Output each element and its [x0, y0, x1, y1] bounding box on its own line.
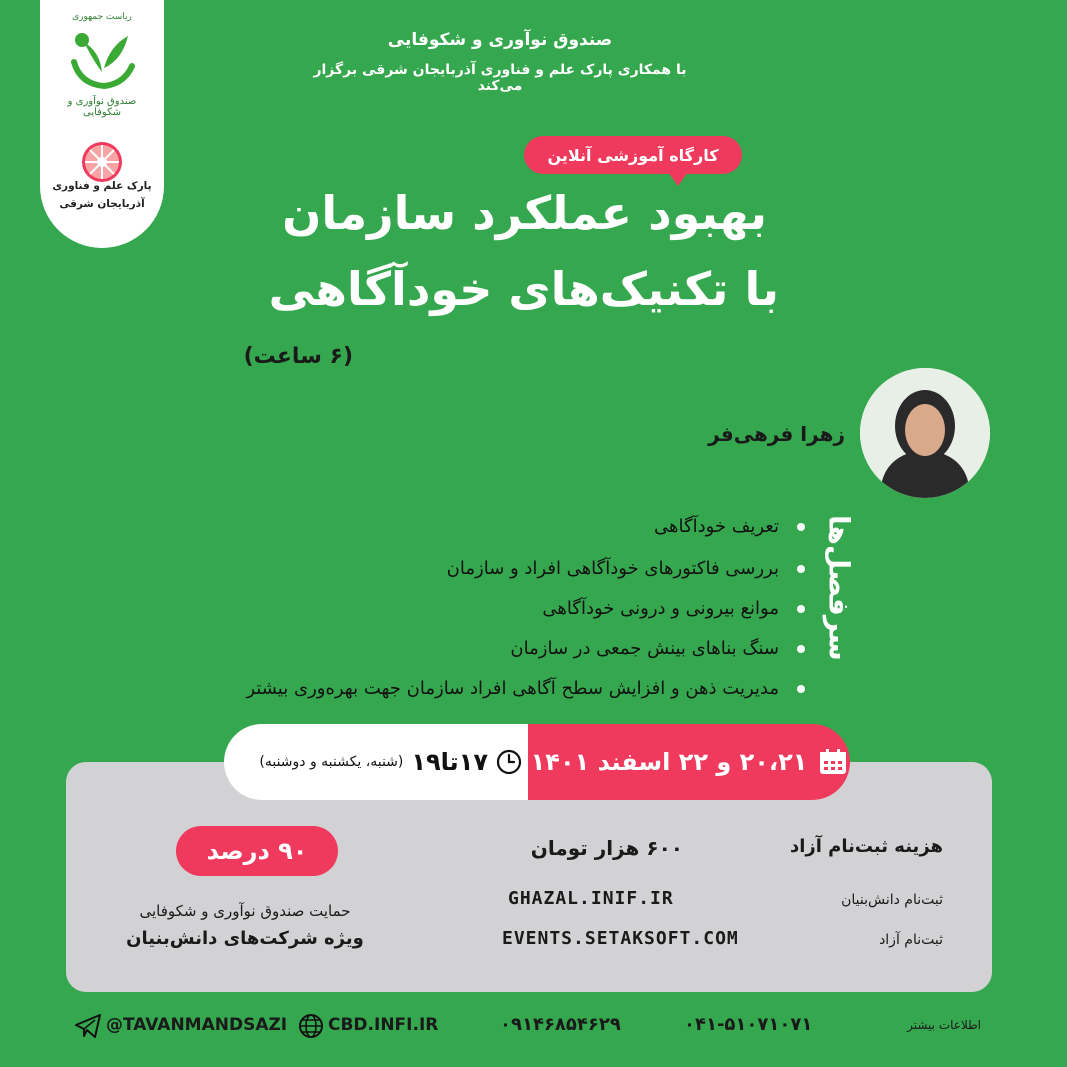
support-line1: حمایت صندوق نوآوری و شکوفایی [139, 902, 351, 920]
organizer-text: صندوق نوآوری و شکوفایی [387, 30, 613, 50]
syllabus-item-text: بررسی فاکتورهای خودآگاهی افراد و سازمان [446, 558, 779, 579]
syllabus-item-text: مدیریت ذهن و افزایش سطح آگاهی افراد سازمان جهت بهره‌وری بیشتر [246, 678, 779, 699]
registration-fee-value: ۶۰۰ هزار تومان [530, 836, 683, 860]
knowledge-based-registration-label: ثبت‌نام دانش‌بنیان [841, 892, 943, 908]
phone-mobile[interactable]: ۰۹۱۴۶۸۵۴۶۲۹ [500, 1014, 621, 1035]
speaker-avatar [860, 368, 990, 498]
knowledge-based-registration-link[interactable]: GHAZAL.INIF.IR [508, 888, 674, 909]
syllabus-item-text: موانع بیرونی و درونی خودآگاهی [542, 598, 779, 619]
telegram-icon [74, 1013, 102, 1039]
event-date: ۲۰،۲۱ و ۲۲ اسفند ۱۴۰۱ [530, 748, 808, 776]
date-segment [528, 724, 850, 800]
syllabus-item [447, 558, 805, 579]
globe-icon [298, 1013, 324, 1039]
time-segment [232, 724, 522, 800]
workshop-title-line1: بهبود عملکرد سازمان [282, 186, 767, 240]
bullet-icon [797, 645, 805, 653]
telegram-handle[interactable]: @TAVANMANDSAZI [106, 1015, 288, 1035]
support-percent-badge: ۹۰ درصد [176, 826, 338, 876]
collaboration-text: با همکاری پارک علم و فناوری آذربایجان شرقی برگزار می‌کند [313, 62, 687, 94]
bullet-icon [797, 523, 805, 531]
park-name-line1: پارک علم و فناوری [52, 180, 152, 192]
event-time: ۱۷تا۱۹ [411, 748, 488, 776]
syllabus-item-text: سنگ بناهای بینش جمعی در سازمان [510, 638, 779, 659]
syllabus-item [542, 598, 805, 619]
clock-icon [496, 749, 522, 775]
badge-pointer [668, 172, 688, 186]
fund-logo-leaf-icon [64, 22, 140, 94]
workshop-title-line2: با تکنیک‌های خودآگاهی [268, 262, 779, 316]
calendar-icon [819, 749, 847, 775]
bullet-icon [797, 685, 805, 693]
syllabus-item [246, 678, 805, 699]
park-name-line2: آذربایجان شرقی [59, 198, 145, 210]
speaker-name: زهرا فرهی‌فر [708, 422, 845, 446]
free-registration-fee-label: هزینه ثبت‌نام آزاد [789, 836, 943, 857]
event-days: (شنبه، یکشنبه و دوشنبه) [259, 754, 404, 770]
online-workshop-badge: کارگاه آموزشی آنلاین [524, 136, 742, 174]
syllabus-item-text: تعریف خودآگاهی [654, 516, 779, 537]
support-line2: ویژه شرکت‌های دانش‌بنیان [126, 928, 364, 949]
science-park-logo-icon [78, 138, 126, 186]
speaker-photo-icon [860, 368, 990, 498]
syllabus-item [510, 638, 805, 659]
free-registration-label: ثبت‌نام آزاد [879, 932, 943, 948]
more-info-label: اطلاعات بیشتر [907, 1018, 981, 1032]
syllabus-item [654, 516, 805, 537]
logo-panel [40, 0, 164, 248]
workshop-duration: (۶ ساعت) [243, 344, 353, 369]
bullet-icon [797, 605, 805, 613]
presidency-caption: ریاست جمهوری [72, 12, 132, 22]
syllabus-heading: سرفصل‌ها [822, 515, 856, 661]
free-registration-link[interactable]: EVENTS.SETAKSOFT.COM [502, 928, 739, 949]
phone-landline[interactable]: ۰۴۱-۵۱۰۷۱۰۷۱ [684, 1014, 813, 1035]
website-link[interactable]: CBD.INFI.IR [328, 1015, 439, 1035]
fund-logo-caption: صندوق نوآوری و شکوفایی [67, 96, 137, 118]
bullet-icon [797, 565, 805, 573]
